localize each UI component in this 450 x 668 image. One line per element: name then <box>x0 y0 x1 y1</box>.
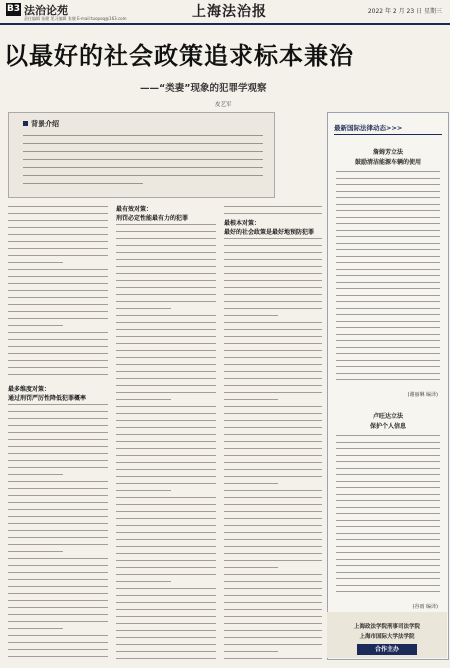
text-line <box>224 238 322 239</box>
text-line <box>116 462 216 463</box>
article-subheadline: ——“类妻”现象的犯罪学观察 <box>140 83 267 94</box>
text-line <box>116 525 216 526</box>
text-line <box>116 490 171 491</box>
text-line <box>224 287 322 288</box>
text-line <box>224 658 322 659</box>
story2-title-b: 保护个人信息 <box>369 423 406 430</box>
text-line <box>8 551 63 552</box>
text-line <box>224 413 322 414</box>
text-line <box>116 546 216 547</box>
section-heading: 最根本对策： <box>224 220 261 227</box>
text-line <box>116 560 216 561</box>
text-line <box>116 294 216 295</box>
text-line <box>224 378 322 379</box>
text-line <box>8 439 108 440</box>
sidebar-text-line <box>336 474 440 475</box>
text-line <box>8 565 108 566</box>
text-line <box>8 516 108 517</box>
text-line <box>116 483 216 484</box>
text-line <box>8 418 108 419</box>
sidebar-text-line <box>336 288 440 289</box>
text-line <box>224 525 322 526</box>
article-headline: 以最好的社会政策追求标本兼治 <box>4 42 354 70</box>
sidebar-text-line <box>336 578 440 579</box>
text-line <box>116 371 216 372</box>
newspaper-logo: 上海法治报 <box>192 4 267 20</box>
text-line <box>8 446 108 447</box>
story1-title-b: 鼓励清洁能源车辆的使用 <box>354 159 421 166</box>
text-line <box>224 455 322 456</box>
text-line <box>224 266 322 267</box>
text-line <box>8 339 108 340</box>
article-author: 皮艺军 <box>215 102 232 108</box>
section-heading: 通过刑罚严厉性降低犯罪概率 <box>8 395 87 402</box>
sidebar-text-line <box>336 340 440 341</box>
text-line <box>224 497 322 498</box>
sidebar-text-line <box>336 559 440 560</box>
text-line <box>8 269 108 270</box>
text-line <box>8 474 63 475</box>
text-line <box>23 135 263 136</box>
text-line <box>224 441 322 442</box>
text-line <box>116 539 216 540</box>
sidebar-text-line <box>336 487 440 488</box>
sidebar-text-line <box>336 435 440 436</box>
sidebar-text-line <box>336 275 440 276</box>
sidebar-text-line <box>336 552 440 553</box>
sidebar-text-line <box>336 468 440 469</box>
text-line <box>8 248 108 249</box>
text-line <box>224 259 322 260</box>
text-line <box>224 280 322 281</box>
text-line <box>224 315 278 316</box>
text-line <box>116 658 216 659</box>
text-line <box>224 511 322 512</box>
text-line <box>116 518 216 519</box>
text-line <box>224 469 322 470</box>
sidebar-text-line <box>336 591 440 592</box>
text-line <box>8 481 108 482</box>
text-line <box>224 273 322 274</box>
text-line <box>8 467 108 468</box>
text-line <box>8 332 108 333</box>
text-line <box>8 213 108 214</box>
sidebar-text-line <box>336 262 440 263</box>
text-line <box>116 532 216 533</box>
text-line <box>224 630 322 631</box>
sidebar-text-line <box>336 526 440 527</box>
text-line <box>116 497 216 498</box>
text-line <box>23 143 263 144</box>
text-line <box>8 656 108 657</box>
editor-line: 责任编辑 张健 见习编辑 张兢 E-mail:tuopoq@163.com <box>24 16 127 21</box>
text-line <box>8 346 108 347</box>
text-line <box>116 364 216 365</box>
text-line <box>224 427 322 428</box>
sidebar-text-line <box>336 236 440 237</box>
text-line <box>8 502 108 503</box>
sidebar-text-line <box>336 171 440 172</box>
text-line <box>224 462 322 463</box>
text-line <box>224 245 322 246</box>
sidebar-text-line <box>336 373 440 374</box>
sidebar-text-line <box>336 366 440 367</box>
text-line <box>23 167 263 168</box>
text-line <box>224 560 322 561</box>
text-line <box>116 567 216 568</box>
sidebar-text-line <box>336 314 440 315</box>
text-line <box>116 392 216 393</box>
sidebar-text-line <box>336 572 440 573</box>
text-line <box>116 315 216 316</box>
text-line <box>224 595 322 596</box>
text-line <box>8 593 108 594</box>
sidebar-text-line <box>336 442 440 443</box>
text-line <box>8 234 108 235</box>
sidebar-text-line <box>336 546 440 547</box>
text-line <box>8 304 108 305</box>
text-line <box>224 448 322 449</box>
text-line <box>8 628 63 629</box>
text-line <box>8 579 108 580</box>
cohost-1: 上海政法学院刑事司法学院 <box>353 624 420 630</box>
issue-date: 2022 年 2 月 23 日 星期三 <box>367 8 442 15</box>
text-line <box>224 322 322 323</box>
text-line <box>8 523 108 524</box>
text-line <box>8 607 108 608</box>
text-line <box>224 434 322 435</box>
section-heading: 刑罚必定性能最有力的犯罪 <box>116 215 189 222</box>
text-line <box>224 504 322 505</box>
sidebar-text-line <box>336 217 440 218</box>
text-line <box>116 441 216 442</box>
text-line <box>224 476 322 477</box>
text-line <box>224 532 322 533</box>
text-line <box>116 238 216 239</box>
text-line <box>116 644 216 645</box>
text-line <box>116 280 216 281</box>
sidebar-text-line <box>336 256 440 257</box>
text-line <box>224 385 322 386</box>
text-line <box>116 252 216 253</box>
section-heading: 最多维度对策： <box>8 386 51 393</box>
text-line <box>23 151 263 152</box>
text-line <box>116 602 216 603</box>
sidebar-text-line <box>336 565 440 566</box>
text-line <box>8 642 108 643</box>
text-line <box>116 287 216 288</box>
text-line <box>8 509 108 510</box>
text-line <box>8 206 108 207</box>
article-column-1 <box>8 204 108 659</box>
text-line <box>116 553 216 554</box>
text-line <box>224 602 322 603</box>
text-line <box>224 420 322 421</box>
text-line <box>8 262 63 263</box>
story1-signature: (谢丽琳 编译) <box>407 392 438 398</box>
international-law-sidebar <box>327 112 449 660</box>
text-line <box>8 453 108 454</box>
text-line <box>224 546 322 547</box>
text-line <box>116 511 216 512</box>
text-line <box>8 586 108 587</box>
text-line <box>224 539 322 540</box>
article-column-3 <box>224 204 322 659</box>
text-line <box>116 504 216 505</box>
text-line <box>8 572 108 573</box>
sidebar-text-line <box>336 184 440 185</box>
text-line <box>8 325 63 326</box>
text-line <box>116 385 216 386</box>
text-line <box>116 469 216 470</box>
text-line <box>8 276 108 277</box>
section-title: 法治论苑 <box>24 4 68 17</box>
sidebar-text-line <box>336 301 440 302</box>
text-line <box>224 406 322 407</box>
text-line <box>116 259 216 260</box>
text-line <box>8 297 108 298</box>
sidebar-text-line <box>336 461 440 462</box>
cohost-box <box>327 612 447 658</box>
sidebar-text-line <box>336 494 440 495</box>
text-line <box>224 336 322 337</box>
text-line <box>116 637 216 638</box>
sidebar-text-line <box>336 204 440 205</box>
sidebar-text-line <box>336 585 440 586</box>
text-line <box>116 322 216 323</box>
sidebar-text-line <box>336 243 440 244</box>
sidebar-text-line <box>336 321 440 322</box>
text-line <box>8 495 108 496</box>
text-line <box>224 308 322 309</box>
text-line <box>8 432 108 433</box>
masthead <box>0 0 450 26</box>
text-line <box>224 357 322 358</box>
sidebar-text-line <box>336 178 440 179</box>
sidebar-text-line <box>336 269 440 270</box>
text-line <box>116 343 216 344</box>
text-line <box>224 518 322 519</box>
text-line <box>116 434 216 435</box>
text-line <box>224 252 322 253</box>
sidebar-text-line <box>336 327 440 328</box>
sidebar-text-line <box>336 282 440 283</box>
text-line <box>116 357 216 358</box>
text-line <box>8 600 108 601</box>
text-line <box>116 616 216 617</box>
text-line <box>8 649 108 650</box>
text-line <box>224 301 322 302</box>
text-line <box>8 367 108 368</box>
text-line <box>116 651 216 652</box>
text-line <box>224 392 322 393</box>
text-line <box>116 378 216 379</box>
background-box <box>8 112 275 198</box>
text-line <box>224 206 322 207</box>
story2-signature: (谷雨 编译) <box>412 604 438 610</box>
text-line <box>8 255 108 256</box>
text-line <box>8 290 108 291</box>
text-line <box>224 581 322 582</box>
story2-title-a: 卢旺达立法 <box>372 413 403 420</box>
sidebar-text-line <box>336 448 440 449</box>
text-line <box>8 614 108 615</box>
text-line <box>8 241 108 242</box>
text-line <box>224 609 322 610</box>
text-line <box>116 336 216 337</box>
sidebar-text-line <box>336 334 440 335</box>
sidebar-text-line <box>336 347 440 348</box>
text-line <box>8 353 108 354</box>
sidebar-text-line <box>336 455 440 456</box>
section-heading: 最有效对策： <box>116 206 153 213</box>
text-line <box>8 404 108 405</box>
text-line <box>23 175 263 176</box>
sidebar-text-line <box>336 360 440 361</box>
sidebar-text-line <box>336 481 440 482</box>
sidebar-text-line <box>336 507 440 508</box>
text-line <box>116 399 171 400</box>
text-line <box>116 427 216 428</box>
text-line <box>8 537 108 538</box>
text-line <box>224 553 322 554</box>
text-line <box>116 588 216 589</box>
section-heading: 最好的社会政策是最好地预防犯罪 <box>224 229 315 236</box>
sidebar-text-line <box>336 249 440 250</box>
text-line <box>116 224 216 225</box>
text-line <box>116 623 216 624</box>
sidebar-title: 最新国际法律动态>>> <box>334 124 403 132</box>
text-line <box>116 245 216 246</box>
text-line <box>116 581 171 582</box>
background-label: 背景介绍 <box>23 119 59 129</box>
text-line <box>116 595 216 596</box>
text-line <box>224 623 322 624</box>
sidebar-text-line <box>336 223 440 224</box>
text-line <box>224 588 322 589</box>
text-line <box>224 644 322 645</box>
text-line <box>116 574 216 575</box>
text-line <box>8 227 108 228</box>
text-line <box>224 574 322 575</box>
text-line <box>23 183 143 184</box>
text-line <box>224 490 322 491</box>
text-line <box>116 448 216 449</box>
text-line <box>116 231 216 232</box>
sidebar-text-line <box>336 295 440 296</box>
text-line <box>8 374 108 375</box>
text-line <box>8 635 108 636</box>
text-line <box>224 399 278 400</box>
text-line <box>8 544 108 545</box>
sidebar-text-line <box>336 500 440 501</box>
text-line <box>116 630 216 631</box>
text-line <box>224 350 322 351</box>
masthead-rule <box>0 23 450 25</box>
text-line <box>224 364 322 365</box>
text-line <box>8 558 108 559</box>
sidebar-text-line <box>336 210 440 211</box>
cohost-2: 上海市国际大学法学院 <box>359 634 415 640</box>
sidebar-text-line <box>336 513 440 514</box>
sidebar-text-line <box>336 379 440 380</box>
text-line <box>224 343 322 344</box>
text-line <box>8 621 108 622</box>
cohost-label: 合作主办 <box>357 644 417 655</box>
text-line <box>8 488 108 489</box>
text-line <box>116 420 216 421</box>
sidebar-text-line <box>336 308 440 309</box>
text-line <box>116 273 216 274</box>
text-line <box>116 476 216 477</box>
text-line <box>8 220 108 221</box>
text-line <box>116 266 216 267</box>
text-line <box>224 616 322 617</box>
text-line <box>8 460 108 461</box>
text-line <box>116 308 171 309</box>
sidebar-text-line <box>336 533 440 534</box>
text-line <box>224 213 322 214</box>
sidebar-text-line <box>336 539 440 540</box>
text-line <box>8 530 108 531</box>
sidebar-text-line <box>336 520 440 521</box>
text-line <box>224 651 278 652</box>
page-number: B3 <box>6 4 21 14</box>
text-line <box>8 318 108 319</box>
text-line <box>224 329 322 330</box>
text-line <box>8 411 108 412</box>
sidebar-text-line <box>336 230 440 231</box>
text-line <box>224 371 322 372</box>
text-line <box>116 455 216 456</box>
text-line <box>224 637 322 638</box>
text-line <box>224 567 278 568</box>
text-line <box>116 413 216 414</box>
text-line <box>116 609 216 610</box>
story1-title-a: 詹姆芳立法 <box>372 149 403 156</box>
sidebar-text-line <box>336 191 440 192</box>
text-line <box>116 301 216 302</box>
text-line <box>23 159 263 160</box>
sidebar-text-line <box>336 197 440 198</box>
article-column-2 <box>116 204 216 659</box>
text-line <box>8 283 108 284</box>
sidebar-text-line <box>336 353 440 354</box>
text-line <box>116 406 216 407</box>
text-line <box>8 311 108 312</box>
text-line <box>224 294 322 295</box>
text-line <box>116 350 216 351</box>
text-line <box>8 425 108 426</box>
text-line <box>224 483 278 484</box>
text-line <box>8 360 108 361</box>
text-line <box>116 329 216 330</box>
